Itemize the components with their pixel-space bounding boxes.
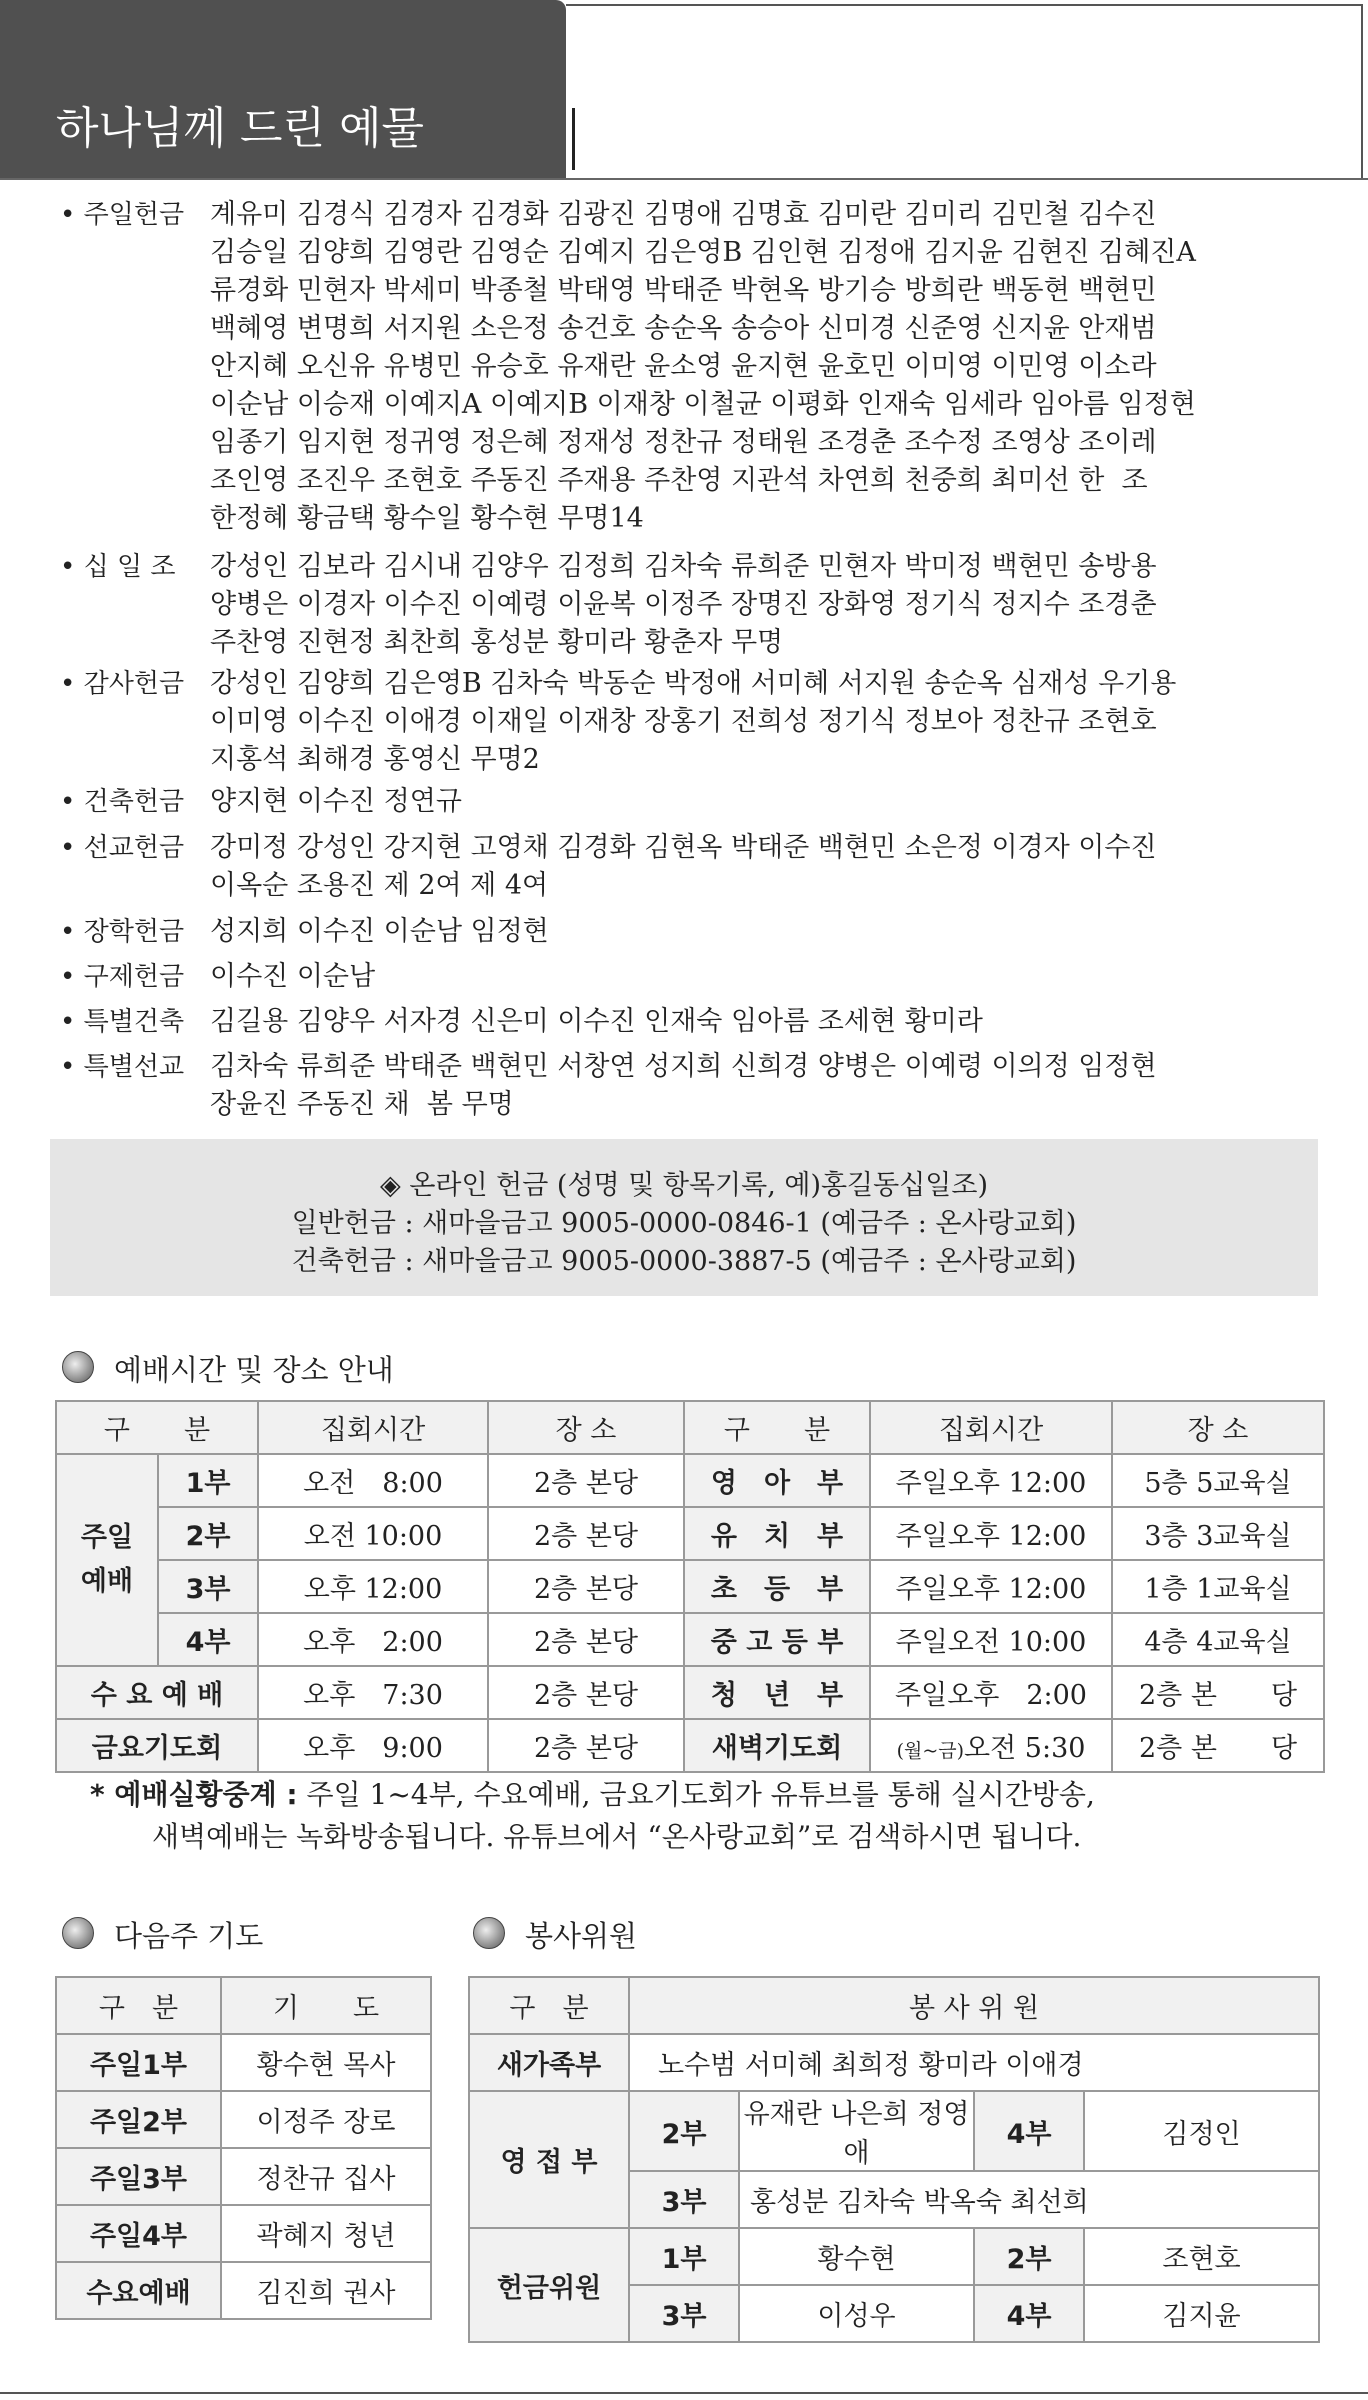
cell: 중 고 등 부 [684,1613,870,1666]
table-header-row [56,1401,1324,1454]
donor-name-line: 임종기 임지현 정귀영 정은혜 정재성 정찬규 정태원 조경춘 조수정 조영상 조이레 [210,427,1157,458]
cell: 헌금위원 [469,2228,629,2342]
table-header-row [56,1977,431,2034]
online-offering-box [50,1139,1318,1296]
cell: 새가족부 [469,2034,629,2091]
cell: 1부 [158,1454,258,1507]
cell: 4부 [974,2285,1084,2342]
table-row [56,1454,1324,1507]
cell: 2부 [974,2228,1084,2285]
footer-rule [0,2392,1368,2394]
table-row [469,2034,1319,2091]
table-row [56,2262,431,2319]
cell: 주일오후 12:00 [870,1560,1112,1613]
sunday-service-label: 주일 예배 [56,1454,158,1666]
table-row [56,1613,1324,1666]
service-schedule-table [55,1400,1325,1773]
offering-donor-names [210,1048,1360,1124]
cell: 4층 4교육실 [1112,1613,1324,1666]
table-row [56,1719,1324,1772]
cell: 주일오후 12:00 [870,1454,1112,1507]
cell: 수 요 예 배 [56,1666,258,1719]
donor-name-line: 지홍석 최해경 홍영신 무명2 [210,744,540,775]
cell: 이성우 [739,2285,974,2342]
offering-donor-names [210,783,1360,821]
table-row [56,2148,431,2205]
cell: 황수현 목사 [221,2034,431,2091]
offering-category-label: • 특별건축 [60,1007,185,1037]
cell: 주일4부 [56,2205,221,2262]
cell: 2층 본당 [488,1719,684,1772]
cell: 2부 [158,1507,258,1560]
donor-name-line: 안지혜 오신유 유병민 유승호 유재란 윤소영 윤지현 윤호민 이미영 이민영 이소라 [210,351,1157,382]
donor-name-line: 한정혜 황금택 황수일 황수현 무명14 [210,503,644,534]
cell: 3층 3교육실 [1112,1507,1324,1560]
header-cell: 장 소 [1112,1401,1324,1454]
section-bullet-icon [62,1351,94,1383]
cell: 수요예배 [56,2262,221,2319]
cell: 2부 [629,2091,739,2171]
offering-donor-names [210,548,1360,662]
cell: 5층 5교육실 [1112,1454,1324,1507]
header-cell: 구 분 [56,1401,258,1454]
offering-category-label: • 선교헌금 [60,833,185,863]
header-cell: 기 도 [221,1977,431,2034]
table-row [56,1666,1324,1719]
offering-donor-names [210,196,1360,538]
offering-category-label: • 건축헌금 [60,787,185,817]
cell: 3부 [629,2171,739,2228]
cell: 영 아 부 [684,1454,870,1507]
cell [870,1719,1112,1772]
table-header-row [469,1977,1319,2034]
donor-name-line: 장윤진 주동진 채 봄 무명 [210,1089,514,1120]
header-divider [572,108,575,170]
cell: 주일오후 2:00 [870,1666,1112,1719]
donor-name-line: 백혜영 변명희 서지원 소은정 송건호 송순옥 송승아 신미경 신준영 신지윤 안재범 [210,313,1157,344]
cell: 4부 [158,1613,258,1666]
cell: 2층 본당 [488,1507,684,1560]
header-rule [0,178,1368,180]
donor-name-line: 이미영 이수진 이애경 이재일 이재창 장홍기 전희성 정기식 정보아 정찬규 조현호 [210,706,1157,737]
cell: 오전 10:00 [258,1507,488,1560]
cell: 오전 8:00 [258,1454,488,1507]
donor-name-line: 성지희 이수진 이순남 임정현 [210,916,549,947]
prayer-section-title: 다음주 기도 [114,1919,264,1953]
section-bullet-icon [62,1917,94,1949]
offering-category-label: • 장학헌금 [60,917,185,947]
cell: 주일오전 10:00 [870,1613,1112,1666]
cell: 오후 7:30 [258,1666,488,1719]
page-header-tab [0,0,566,178]
prayer-table [55,1976,432,2320]
cell: 김진희 권사 [221,2262,431,2319]
broadcast-note-label: * 예배실황중계 : [90,1778,298,1811]
offering-category-label: • 십 일 조 [60,552,176,582]
cell: 김정인 [1084,2091,1319,2171]
volunteer-table [468,1976,1320,2343]
cell: 2층 본 당 [1112,1719,1324,1772]
cell: 정찬규 집사 [221,2148,431,2205]
cell: 주일1부 [56,2034,221,2091]
header-frame [566,4,1363,178]
offering-category-label: • 구제헌금 [60,962,185,992]
cell: 이정주 장로 [221,2091,431,2148]
cell: 유 치 부 [684,1507,870,1560]
donor-name-line: 류경화 민현자 박세미 박종철 박태영 박태준 박현옥 방기승 방희란 백동현 백현민 [210,275,1157,306]
cell: 2층 본당 [488,1454,684,1507]
weekday-note: (월~금) [896,1740,965,1762]
donor-name-line: 양지현 이수진 정연규 [210,786,462,817]
page-title: 하나님께 드린 예물 [56,103,425,154]
online-account-general: 일반헌금 : 새마을금고 9005-0000-0846-1 (예금주 : 온사랑교회) [291,1208,1077,1239]
cell: 김지윤 [1084,2285,1319,2342]
table-row [56,1560,1324,1613]
offering-donor-names [210,958,1360,996]
donor-name-line: 강성인 김양희 김은영B 김차숙 박동순 박정애 서미혜 서지원 송순옥 심재성 우기용 [210,668,1177,699]
donor-name-line: 김길용 김양우 서자경 신은미 이수진 인재숙 임아름 조세현 황미라 [210,1006,983,1037]
donor-name-line: 이수진 이순남 [210,961,376,992]
header-cell: 장 소 [488,1401,684,1454]
table-row [469,2091,1319,2171]
header-cell: 집회시간 [870,1401,1112,1454]
cell: 황수현 [739,2228,974,2285]
cell: 홍성분 김차숙 박옥숙 최선희 [739,2171,1319,2228]
header-cell: 구 분 [684,1401,870,1454]
header-cell: 봉 사 위 원 [629,1977,1319,2034]
header-cell: 집회시간 [258,1401,488,1454]
cell: 3부 [158,1560,258,1613]
cell: 3부 [629,2285,739,2342]
service-section-title: 예배시간 및 장소 안내 [114,1353,394,1387]
header-cell: 구 분 [469,1977,629,2034]
offering-donor-names [210,665,1360,779]
online-offering-heading: ◈ 온라인 헌금 (성명 및 항목기록, 예)홍길동십일조) [380,1170,988,1201]
cell: 곽혜지 청년 [221,2205,431,2262]
offering-category-label: • 감사헌금 [60,669,185,699]
offering-donor-names [210,1003,1360,1041]
donor-name-line: 주찬영 진현정 최찬희 홍성분 황미라 황춘자 무명 [210,627,784,658]
table-row [56,2091,431,2148]
donor-name-line: 양병은 이경자 이수진 이예령 이윤복 이정주 장명진 장화영 정기식 정지수 조경춘 [210,589,1157,620]
donor-name-line: 김차숙 류희준 박태준 백현민 서창연 성지희 신희경 양병은 이예령 이의정 임정현 [210,1051,1157,1082]
table-row [469,2228,1319,2285]
section-bullet-icon [473,1917,505,1949]
dawn-time: 오전 5:30 [964,1733,1086,1764]
donor-name-line: 이옥순 조용진 제 2여 제 4여 [210,870,549,901]
broadcast-note-text-1: 주일 1~4부, 수요예배, 금요기도회가 유튜브를 통해 실시간방송, [297,1778,1095,1811]
offering-category-label: • 특별선교 [60,1052,185,1082]
serve-section-title: 봉사위원 [525,1919,638,1953]
cell: 4부 [974,2091,1084,2171]
donor-name-line: 조인영 조진우 조현호 주동진 주재용 주찬영 지관석 차연희 천중희 최미선 한 조 [210,465,1148,496]
cell: 오후 2:00 [258,1613,488,1666]
cell: 2층 본당 [488,1613,684,1666]
cell: 2층 본 당 [1112,1666,1324,1719]
cell: 1부 [629,2228,739,2285]
cell: 초 등 부 [684,1560,870,1613]
cell: 오후 9:00 [258,1719,488,1772]
cell: 주일3부 [56,2148,221,2205]
header-cell: 구 분 [56,1977,221,2034]
cell: 오후 12:00 [258,1560,488,1613]
cell: 노수범 서미혜 최희정 황미라 이애경 [629,2034,1319,2091]
cell: 주일2부 [56,2091,221,2148]
table-row [56,1507,1324,1560]
offering-donor-names [210,913,1360,951]
cell: 청 년 부 [684,1666,870,1719]
cell: 1층 1교육실 [1112,1560,1324,1613]
cell: 영 접 부 [469,2091,629,2228]
broadcast-note-text-2: 새벽예배는 녹화방송됩니다. 유튜브에서 “온사랑교회”로 검색하시면 됩니다. [152,1820,1082,1853]
broadcast-note [90,1774,1340,1858]
cell: 조현호 [1084,2228,1319,2285]
donor-name-line: 강성인 김보라 김시내 김양우 김정희 김차숙 류희준 민현자 박미정 백현민 송방용 [210,551,1157,582]
cell: 새벽기도회 [684,1719,870,1772]
table-row [56,2034,431,2091]
cell: 금요기도회 [56,1719,258,1772]
donor-name-line: 계유미 김경식 김경자 김경화 김광진 김명애 김명효 김미란 김미리 김민철 김수진 [210,199,1157,230]
offering-donor-names [210,829,1360,905]
cell: 2층 본당 [488,1560,684,1613]
donor-name-line: 강미정 강성인 강지현 고영채 김경화 김현옥 박태준 백현민 소은정 이경자 이수진 [210,832,1157,863]
online-account-building: 건축헌금 : 새마을금고 9005-0000-3887-5 (예금주 : 온사랑교회) [291,1246,1077,1277]
cell: 2층 본당 [488,1666,684,1719]
cell: 유재란 나은희 정영애 [739,2091,974,2171]
donor-name-line: 김승일 김양희 김영란 김영순 김예지 김은영B 김인현 김정애 김지윤 김현진 김혜진A [210,237,1196,268]
donor-name-line: 이순남 이승재 이예지A 이예지B 이재창 이철균 이평화 인재숙 임세라 임아름 임정현 [210,389,1196,420]
table-row [56,2205,431,2262]
cell: 주일오후 12:00 [870,1507,1112,1560]
offering-category-label: • 주일헌금 [60,200,185,230]
